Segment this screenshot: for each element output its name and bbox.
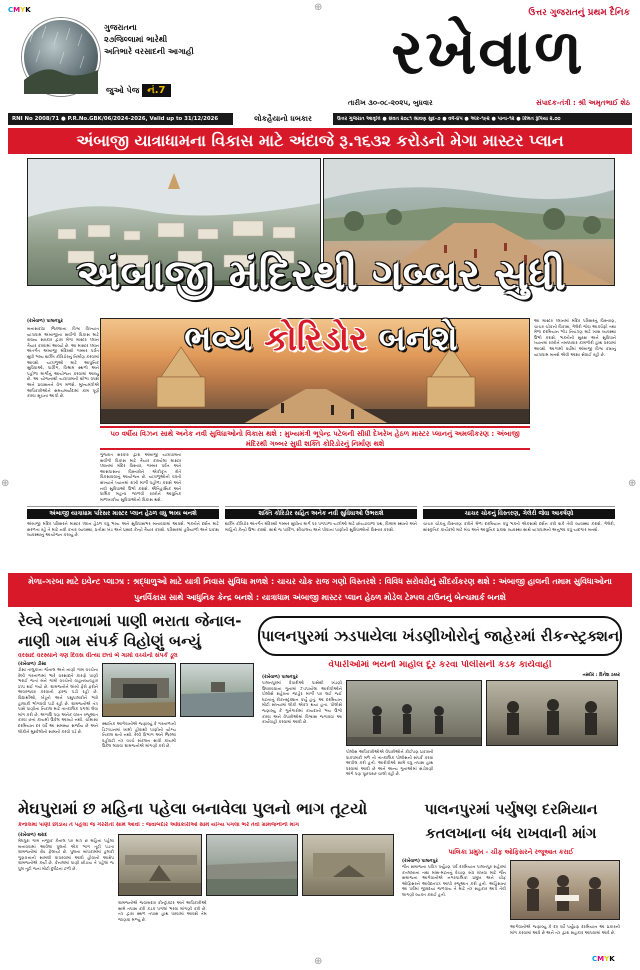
rail-story-column-2 (102, 721, 254, 791)
palanpur-dateline: (રખેવાળ) પાલનપુર (262, 675, 298, 680)
palanpur-story-body: પાલનપુરમાં વેપારીઓ પાસેથી ખંડણી ઉઘરાવવાના ગુનામાં ઝડપાયેલા આરોપીઓને પોલીસે શહેરના જાહેર માર્ગો પર લઈ જઈ ઘટનાનું રીકન્સ્ટ્રક્શન કર્યું હતું. આ દરમિયાન મોટી સંખ્યામાં લોકો એકત્ર થયા હતા. પોલીસે જણાવ્યું કે ગુનેગારોમાં કાયદાનો ભય ઉભો કરવા અને વેપારીઓમાં વિશ્વાસ જગાવવા આ કાર્યવાહી કરવામાં આવી છે. (262, 680, 342, 725)
subsection-temple-complex (27, 506, 219, 570)
teaser-page-ref[interactable] (106, 84, 171, 97)
bridge-story-headline[interactable]: મેઘપુરામાં છ મહિના પહેલા બનાવેલા પુલનો ભાગ તૂટયો (18, 799, 368, 818)
slogan: લોકહૈયાનો ધબકાર (233, 113, 333, 125)
palanpur-story-body-2: પોલીસ અધિકારીઓએ વેપારીઓને કોઈપણ પ્રકારની ધાકધમકી મળે તો તાત્કાલિક પોલીસનો સંપર્ક કરવા અપીલ કરી હતી. આરોપીઓ સામે વધુ તપાસ હાથ ધરવામાં આવી છે અને અન્ય ગુનાઓમાં સંડોવણી અંગે પણ પૂછપરછ ચાલી રહી છે. (346, 749, 434, 777)
rain-teaser-photo (22, 18, 100, 96)
lead-headline-2[interactable] (27, 310, 615, 368)
registration-mark-top: CMYK (8, 6, 31, 14)
paryushan-headline-line-1: પાલનપુરમાં પર્યુષણ દરમિયાન (424, 802, 598, 818)
lead-body-columns (100, 452, 530, 504)
lead-banner[interactable]: અંબાજી યાત્રાધામના વિકાસ માટે અંદાજે રૂ.૧૬૩૨ કરોડનો મેગા માસ્ટર પ્લાન (8, 128, 632, 154)
rail-story-body: ડીસા તાલુકાના જેનાલ અને નાણી ગામ વચ્ચેના રેલ્વે ગરનાળામાં ભારે વરસાદને કારણે પાણી ભરાઈ જતાં બંને ગામો વચ્ચેનો વાહનવ્યવહાર ઠપ્પ થઈ ગયો છે. ગ્રામજનોને લાંબો ફેરો ફરીને અવરજવર કરવાની ફરજ પડી રહી છે. વિદ્યાર્થીઓ, ખેડૂતો અને પશુપાલકોને ભારે હાલાકી ભોગવવી પડી રહી છે. ગ્રામજનોએ તંત્ર પાસે પાણીના નિકાલ માટે તાત્કાલિક પગલાં લેવા માંગ કરી છે. અગાઉ પણ અનેક વખત રજૂઆત કરવા છતાં કાયમી ઉકેલ આવ્યો નથી. ચોમાસા દરમિયાન દર વર્ષે આ સમસ્યા સર્જાય છે અને લોકોને મુશ્કેલીનો સામનો કરવો પડે છે. (18, 667, 98, 734)
lead-column-right (534, 318, 616, 504)
bridge-story-body-2: ગ્રામજનોએ જવાબદાર કોન્ટ્રાક્ટર અને અધિકારીઓ સામે તપાસ કરી કડક પગલાં ભરવા માંગણી કરી છે. તંત્ર દ્વારા સ્થળ તપાસ હાથ ધરવામાં આવશે તેમ જાણવા મળ્યું છે. (118, 900, 207, 922)
teaser-line-3: અતિભારે વરસાદની આગાહી (104, 47, 194, 56)
palanpur-story-headline[interactable]: પાલનપુરમાં ઝડપાયેલા ખંડણીખોરોનું જાહેરમાં રીકન્સ્ટ્રક્શન (258, 616, 622, 656)
paryushan-story-column-1 (402, 858, 506, 962)
reconstruction-crowd-photo (346, 680, 482, 746)
paryushan-story-column-2 (510, 924, 620, 962)
paryushan-headline-line-2: કતલખાના બંધ રાખવાની માંગ (425, 826, 597, 842)
headline-word-will-be-built: બનશે (366, 319, 458, 359)
accused-persons-photo (486, 680, 618, 746)
rail-headline-line-1: રેલ્વે ગરનાળામાં પાણી ભરાતા જેનાલ- (18, 612, 242, 630)
paryushan-story-body: જૈન સમાજના પવિત્ર પર્યુષણ પર્વ દરમિયાન પાલનપુર શહેરમાં કતલખાના તથા માંસ-મટનનું વેચાણ બંધ રાખવા માટે જૈન સમાજના આગેવાનોએ નગરપાલિકા પ્રમુખ અને ચીફ ઓફિસરને આવેદનપત્ર આપી રજૂઆત કરી હતી. અહિંસાના આ પર્વમાં જીવદયા જળવાય તે માટે તંત્ર સહકાર આપે તેવી લાગણી વ્યક્ત કરાઈ હતી. (402, 864, 506, 897)
teaser-line-2: ૨૭જિલ્લામાં ભારેથી (104, 35, 168, 44)
rail-story-body-2: સ્થાનિક આગેવાનોએ જણાવ્યું કે ગરનાળાની ડિઝાઇનમાં ખામી હોવાથી પાણીનો યોગ્ય નિકાલ થતો નથી. રેલ્વે વિભાગ અને જિલ્લા વહીવટી તંત્ર વચ્ચે સંકલન સાધી કાયમી ઉકેલ લાવવા ગ્રામજનોએ માંગણી કરી છે. (102, 721, 176, 749)
lead-body-left: બનાસકાંઠા જિલ્લાના વિશ્વ વિખ્યાત યાત્રાધામ અંબાજીના સર્વાંગી વિકાસ માટે રાજ્ય સરકાર દ્વારા મેગા માસ્ટર પ્લાન તૈયાર કરવામાં આવ્યો છે. આ માસ્ટર પ્લાન અંતર્ગત અંબાજી મંદિરથી ગબ્બર પર્વત સુધી ભવ્ય શક્તિ કોરિડોરનું નિર્માણ કરવામાં આવશે. યાત્રાળુઓ માટે આધુનિક સુવિધાઓ, પાર્કિંગ, વિશ્રામ સ્થળો અને પહોળા માર્ગોનું આયોજન કરવામાં આવ્યું છે. આ યોજનાથી યાત્રાધામની શોભા વધશે અને પ્રવાસનને વેગ મળશે. મુખ્યમંત્રીએ અધિકારીઓને સમયમર્યાદામાં કામ પૂર્ણ કરવા સૂચના આપી છે. (27, 326, 99, 399)
paryushan-story-headline[interactable] (400, 798, 622, 846)
rail-story-column-1 (18, 661, 98, 791)
edition-line: ઉત્તર ગુજરાત આવૃત્તિ ● સંવત ૨૦૮૧ શ્રાવણ સુદ-૭ ● વર્ષ-૪૫ ● અંક-૧૯૨ ● પાના-૧૨ ● કિંમત રૂપિયા ૨.૦૦ (337, 116, 561, 122)
canal-bridge-photo (206, 834, 298, 896)
flooded-road-photo (180, 663, 254, 717)
subsection-title[interactable]: અંબાજી યાત્રાધામ પરિસર માસ્ટર પ્લાન હેઠળ વધુ ભવ્ય બનશે (27, 509, 219, 519)
memorandum-submission-photo (510, 860, 620, 920)
rail-story-subhead: વરસાદ વરસ્યાને ત્રણ દિવસ વીત્યા છતાં બે ગામો વચ્ચેનો સંપર્ક ડૂલ (18, 652, 178, 659)
photo-credit: તસ્વીર : દિનેશ ઠક્કર (582, 673, 620, 678)
paryushan-story-body-2: આગેવાનોએ જણાવ્યું કે દર વર્ષે પર્યુષણ દરમિયાન આ પ્રકારની માંગ કરવામાં આવે છે અને તંત્ર દ્વારા સહકાર આપવામાં આવે છે. (510, 924, 620, 935)
palanpur-story-column-2 (346, 749, 618, 793)
registration-mark-bottom: CMYK (592, 955, 615, 963)
bridge-story-subhead: કેનાલમાં પાણી છોડાય તે પહેલાં જ ગેરરીતી સામે આવી : જવાબદાર અધિકારીઓ સામે યોગ્ય પગલાં ભરે તેવી ગ્રામજનોની માંગ (18, 822, 300, 828)
masthead-dateline (348, 96, 630, 110)
bridge-story-column-2 (118, 900, 394, 960)
subsection-shakti-corridor (225, 506, 417, 570)
teaser-page-label: જુઓ પેજ (106, 85, 140, 95)
lead-subsections (27, 506, 615, 570)
subsection-body: શક્તિ કોરિડોર અંતર્ગત મંદિરથી ગબ્બર સુધીના માર્ગ પર પગપાળા યાત્રીઓ માટે છાંયડાવાળા પથ, વિશ્રામ સ્થાનો અને માહિતી કેન્દ્રો ઉભા કરાશે. સાથે જ પાર્કિંગ, શૌચાલય અને પીવાના પાણીની સુવિધાઓનો વિસ્તાર કરાશે. (225, 521, 417, 532)
rail-underpass-photo (102, 663, 176, 717)
subsection-body: અંબાજી મંદિર પરિસરને માસ્ટર પ્લાન હેઠળ વધુ ભવ્ય અને સુવિધાસભર બનાવવામાં આવશે. ભક્તોને દર્શન માટે સરળતા રહે તે માટે નવી કતાર વ્યવસ્થા, પ્રતીક્ષા ખંડ અને પ્રસાદ કેન્દ્રો તૈયાર કરાશે. પરિસરમાં હરિયાળી અને પ્રકાશ વ્યવસ્થાનું આયોજન કરાયું છે. (27, 521, 219, 538)
subsection-chachar-chowk (423, 506, 615, 570)
masthead-tagline: ઉત્તર ગુજરાતનું પ્રથમ દૈનિક (528, 8, 630, 18)
headline-word-grand: ભવ્ય (184, 319, 265, 359)
crosshair-icon: ⊕ (314, 956, 323, 967)
headline-word-corridor: કોરિડોર (264, 319, 367, 359)
lead-dateline: (રખેવાળ) પાલનપુર (27, 319, 63, 324)
palanpur-story-subhead: વેપારીઓમાં ભયનો માહોલ દૂર કરવા પોલીસની કડક કાર્યવાહી (328, 660, 552, 670)
crosshair-icon: ⊕ (1, 478, 10, 489)
paryushan-dateline: (રખેવાળ) પાલનપુર (402, 859, 438, 864)
palanpur-story-column-1 (262, 674, 342, 792)
bridge-dateline: (રખેવાળ) થરાદ (18, 833, 48, 838)
bridge-story-column-1 (18, 832, 114, 960)
teaser-text[interactable] (104, 22, 214, 58)
rail-headline-line-2: નાણી ગામ સંપર્ક વિહોણું બન્યું (18, 632, 201, 650)
lead-caption: ૫૦ વર્ષીય વિઝન સાથે અનેક નવી સુવિધાઓનો વિકાસ થશે : મુખ્યમંત્રી ભૂપેન્દ્ર પટેલની સીધી દેખરેખ હેઠળ માસ્ટર પ્લાનનું અમલીકરણ : અંબાજી મંદિરથી ગબ્બર સુધી શક્તિ કોરિડોરનું નિર્માણ થશે (100, 426, 530, 450)
rni-number: RNI No 2008/71 ● P.R.No.GBK/06/2024-2026, Valid up to 31/12/2026 (12, 116, 219, 122)
lead-ticker: મેળા-ગરબા માટે ઇવેન્ટ પ્લાઝા : શ્રદ્ધાળુઓ માટે યાત્રી નિવાસ સુવિધા મળશે : ચાચર ચોક રાજ ગણો વિસ્તરશે : વિવિધ સરોવરોનું સૌંદર્યકરણ થશે : અંબાજી હાલની તમામ સુવિધાઓના પુનર્વિકાસ સાથે આધુનિક કેન્દ્ર બનશે : યાત્રાધામ અંબાજી માસ્ટર પ્લાન હેઠળ મોડેલ ટેમ્પલ ટાઉનનું બેન્ચમાર્ક બનશે (8, 573, 632, 607)
subsection-body: ચાચર ચોકનું વિસ્તરણ કરીને મેળા દરમિયાન વધુ ભક્તો એકસાથે દર્શન કરી શકે તેવી વ્યવસ્થા કરાશે. ગેલેરી, સાંસ્કૃતિક કાર્યક્રમો માટે મંચ અને આધુનિક પ્રકાશ વ્યવસ્થા સાથે યાત્રાધામનો અનુભવ વધુ યાદગાર બનશે. (423, 521, 615, 532)
issue-date: તારીખ ૩૦-૦૮-૨૦૨૫, બુધવાર (348, 98, 433, 107)
bridge-story-body: મેઘપુરા ગામ નજીક કેનાલ પર માત્ર છ મહિના પહેલા બનાવવામાં આવેલા પુલનો એક ભાગ તૂટી પડતા ગ્રામજનોમાં રોષ ફેલાયો છે. પુલના બાંધકામમાં હલકી ગુણવત્તાની સામગ્રી વાપરવામાં આવી હોવાનો આક્ષેપ ગ્રામજનોએ કર્યો છે. કેનાલમાં પાણી છોડાય તે પહેલાં જ પુલ તૂટી જતાં મોટી દુર્ઘટના ટળી છે. (18, 838, 114, 871)
broken-bridge-photo (118, 834, 202, 896)
masthead-title: રખેવાળ (391, 15, 585, 88)
subsection-title[interactable]: ચાચર ચોકનું વિસ્તરણ, ગેલેરી જેવા આકર્ષણો (423, 509, 615, 519)
lead-body-bottom: ગુજરાત સરકાર દ્વારા અંબાજી યાત્રાધામના સર્વાંગી વિકાસ માટે તૈયાર કરાયેલા માસ્ટર પ્લાનમાં મંદિર વિસ્તાર, ગબ્બર પર્વત અને આસપાસના વિસ્તારોને એકીકૃત રીતે વિકસાવવાનું આયોજન છે. યાત્રાળુઓની વધતી સંખ્યાને ધ્યાનમાં રાખી માર્ગો પહોળા કરાશે અને નવી સુવિધાઓ ઉભી કરાશે. ઐતિહાસિક અને ધાર્મિક મહત્વ જાળવી રાખીને આધુનિક માળખાકીય સુવિધાઓનો વિકાસ થશે. (100, 452, 182, 502)
paryushan-story-subhead: પાલિકા પ્રમુખ - ચીફ ઓફિસરને રજૂઆત કરાઈ (448, 848, 574, 856)
teaser-page-number: નં.7 (142, 84, 170, 97)
lead-headline-1[interactable]: અંબાજી મંદિરથી ગબ્બર સુધી (76, 250, 566, 299)
subsection-title[interactable]: શક્તિ કોરિડોર સહિત અનેક નવી સુવિધાઓ ઉભરાશે (225, 509, 417, 519)
lead-column-left (27, 318, 99, 498)
damaged-structure-photo (302, 834, 394, 896)
teaser-line-1: ગુજરાતના (104, 23, 137, 32)
rail-dateline: (રખેવાળ) ડીસા (18, 662, 47, 667)
info-strip (8, 113, 632, 125)
lead-body-right: આ માસ્ટર પ્લાનમાં મંદિર પરિસરનું વિસ્તરણ, ચાચર ચોકનો વિકાસ, ગેલેરી જેવા આકર્ષણો તથા મેળા દરમિયાન ભીડ નિયંત્રણ માટે ખાસ વ્યવસ્થા ઉભી કરાશે. ભક્તોની સુરક્ષા અને સુવિધાને ધ્યાનમાં રાખીને તબક્કાવાર કામગીરી હાથ ધરવામાં આવશે. આગામી વર્ષોમાં અંબાજી વિશ્વ કક્ષાનું યાત્રાધામ બનશે એવી આશા સેવાઈ રહી છે. (534, 318, 616, 357)
rain-icon (24, 20, 98, 94)
crosshair-icon: ⊕ (628, 478, 637, 489)
editor-credit: સંપાદક-તંત્રી : શ્રી અમૃતભાઈ શેઠ (535, 98, 630, 107)
crosshair-icon: ⊕ (314, 2, 323, 13)
rail-story-headline[interactable] (18, 611, 254, 651)
